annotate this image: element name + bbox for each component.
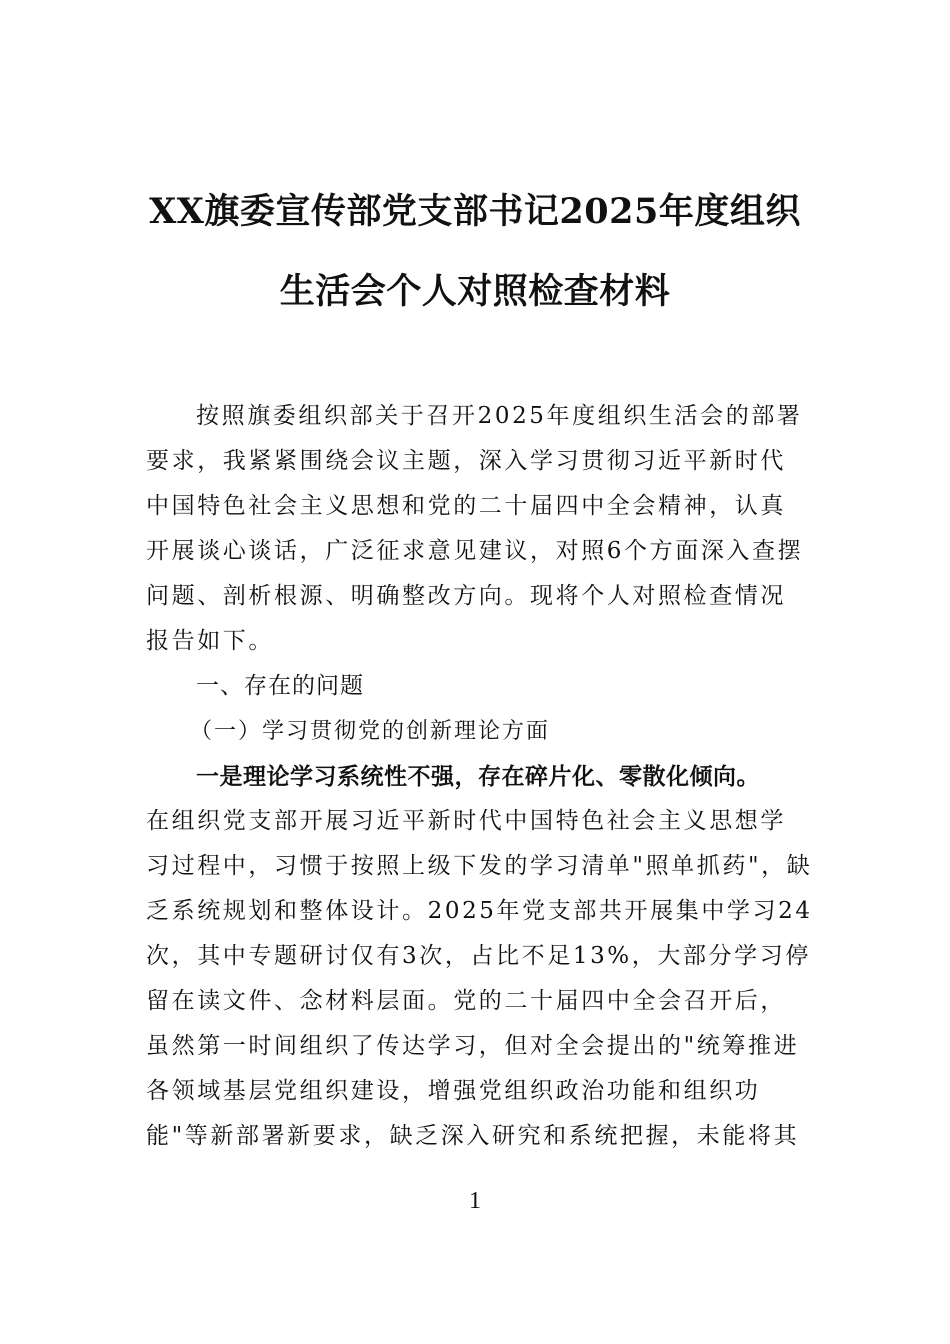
point-lead: 一是理论学习系统性不强，存在碎片化、零散化倾向。 <box>196 763 760 790</box>
point-line: 乏系统规划和整体设计。2025年党支部共开展集中学习24 <box>146 898 813 924</box>
intro-line: 开展谈心谈话，广泛征求意见建议，对照6个方面深入查摆 <box>146 538 804 564</box>
point-line: 次，其中专题研讨仅有3次，占比不足13%，大部分学习停 <box>146 943 811 969</box>
point-line: 习过程中，习惯于按照上级下发的学习清单"照单抓药"，缺 <box>146 853 813 879</box>
intro-line: 问题、剖析根源、明确整改方向。现将个人对照检查情况 <box>146 583 786 609</box>
point-line: 留在读文件、念材料层面。党的二十届四中全会召开后， <box>146 988 786 1014</box>
title-line-2: 生活会个人对照检查材料 <box>279 271 671 312</box>
document-title <box>100 172 850 332</box>
intro-line: 中国特色社会主义思想和党的二十届四中全会精神，认真 <box>146 493 786 519</box>
document-body <box>146 394 813 1159</box>
point-line: 能"等新部署新要求，缺乏深入研究和系统把握，未能将其 <box>146 1123 800 1149</box>
title-line-1: XX旗委宣传部党支部书记2025年度组织 <box>149 191 801 232</box>
intro-line: 按照旗委组织部关于召开2025年度组织生活会的部署 <box>196 403 803 429</box>
point-line: 虽然第一时间组织了传达学习，但对全会提出的"统筹推进 <box>146 1033 800 1059</box>
intro-line: 要求，我紧紧围绕会议主题，深入学习贯彻习近平新时代 <box>146 448 786 474</box>
page-number: 1 <box>469 1188 481 1214</box>
point-line: 各领域基层党组织建设，增强党组织政治功能和组织功 <box>146 1078 761 1104</box>
subsection-heading: （一）学习贯彻党的创新理论方面 <box>190 719 551 744</box>
intro-line: 报告如下。 <box>146 628 274 654</box>
point-line: 在组织党支部开展习近平新时代中国特色社会主义思想学 <box>146 808 786 834</box>
section-heading: 一、存在的问题 <box>196 673 364 699</box>
